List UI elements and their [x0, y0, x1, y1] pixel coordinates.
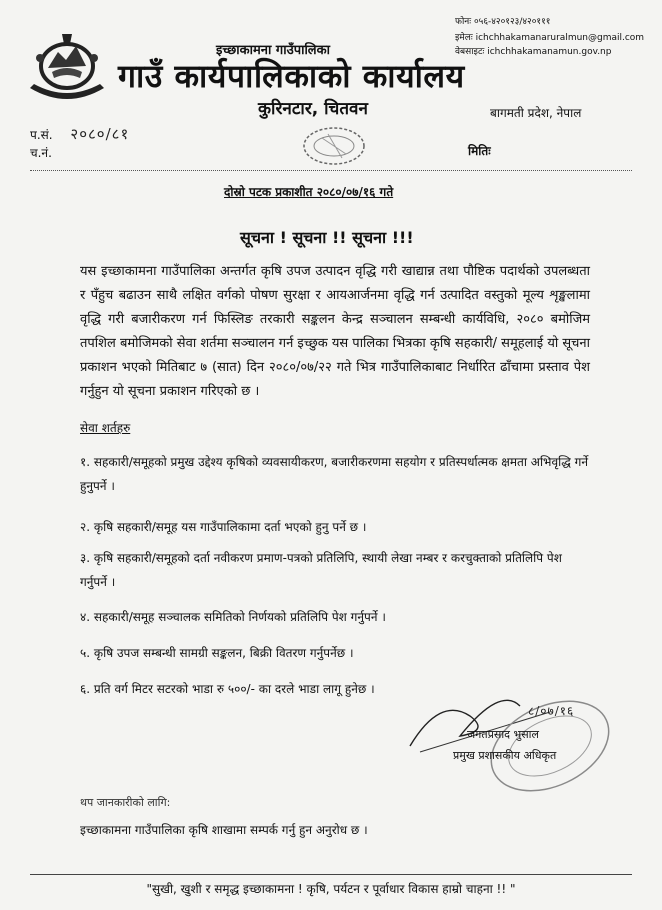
- condition-item: ५. कृषि उपज सम्बन्धी सामग्री सङ्कलन, बिक्री वितरण गर्नुपर्नेछ ।: [80, 646, 354, 660]
- office-location: कुरिनटार, चितवन: [258, 99, 368, 119]
- publication-line: दोस्रो पटक प्रकाशीत २०८०/०७/१६ गते: [224, 185, 394, 199]
- phone-value: ०५६-४२०१२३/४२०१११: [473, 17, 551, 27]
- website-line: [455, 44, 611, 57]
- contact-label: थप जानकारीको लागि:: [80, 796, 171, 809]
- office-stamp: [298, 124, 370, 168]
- signature-date: ८/०७/१६: [528, 704, 575, 718]
- phone-label: फोनः: [455, 17, 472, 27]
- ps-line: [30, 124, 129, 144]
- signatory-name: जगतप्रसाद भुसाल: [467, 728, 539, 741]
- signatory-title: प्रमुख प्रशासकीय अधिकृत: [453, 749, 557, 762]
- website-label: वेबसाइटः: [455, 47, 485, 57]
- email-value: ichchhakamanaruralmun@gmail.com: [475, 33, 645, 43]
- condition-item: ४. सहकारी/समूह सञ्चालक समितिको निर्णयको प्रतिलिपि पेश गर्नुपर्ने ।: [80, 610, 386, 624]
- ps-value: २०८०/८१: [70, 125, 130, 143]
- website-value: ichchhakamanamun.gov.np: [487, 47, 612, 57]
- header-divider: [30, 170, 632, 171]
- email-line: [455, 30, 644, 43]
- contact-text: इच्छाकामना गाउँपालिका कृषि शाखामा सम्पर्क गर्नु हुन अनुरोध छ ।: [80, 823, 368, 837]
- notice-title: सूचना ! सूचना !! सूचना !!!: [240, 228, 414, 247]
- condition-item: २. कृषि सहकारी/समूह यस गाउँपालिकामा दर्ता भएको हुनु पर्ने छ ।: [80, 520, 367, 534]
- office-title: गाउँ कार्यपालिकाको कार्यालय: [118, 57, 465, 95]
- cn-label: च.नं.: [30, 146, 52, 160]
- notice-body: यस इच्छाकामना गाउँपालिका अन्तर्गत कृषि उपज उत्पादन वृद्धि गरी खाद्यान्न तथा पौष्टिक पदार्थको उपलब्धता र पँहुच बढाउन साथै लक्षित वर्गको पोषण सुरक्षा र आयआर्जनमा वृद्धि गर्न उत्पादित वस्तुको मूल्य शृङ्खलामा वृद्धि गरी बजारीकरण गर्न फिस्लिङ तरकारी सङ्कलन केन्द्र सञ्चालन सम्बन्धी कार्यविधि, २०८० बमोजिम तपशिल बमोजिमको सेवा शर्तमा सञ्चालन गर्न इच्छुक यस पालिका भित्रका कृषि सहकारी/ समूहलाई यो सूचना प्रकाशन भएको मितिबाट ७ (सात) दिन २०८०/०७/२२ गते भित्र गाउँपालिकाबाट निर्धारित ढाँचामा प्रस्ताव पेश गर्नुहुन यो सूचना प्रकाशन गरिएको छ ।: [80, 264, 590, 399]
- ps-label: प.सं.: [30, 128, 53, 142]
- office-subtitle: इच्छाकामना गाउँपालिका: [216, 43, 330, 58]
- phone-line: [455, 14, 550, 27]
- date-label: मितिः: [468, 144, 491, 158]
- footer-slogan: "सुखी, खुशी र समृद्ध इच्छाकामना ! कृषि, पर्यटन र पूर्वाधार विकास हाम्रो चाहना !! ": [146, 882, 516, 896]
- condition-item: ६. प्रति वर्ग मिटर सटरको भाडा रु ५००/- का दरले भाडा लागू हुनेछ ।: [80, 682, 375, 696]
- condition-item: ३. कृषि सहकारी/समूहको दर्ता नवीकरण प्रमाण-पत्रको प्रतिलिपि, स्थायी लेखा नम्बर र करचुक्ताको प्रतिलिपि पेश गर्नुपर्ने ।: [80, 551, 562, 589]
- conditions-heading: सेवा शर्तहरु: [80, 421, 131, 435]
- province-text: बागमती प्रदेश, नेपाल: [490, 106, 582, 120]
- nepal-emblem-logo: [26, 28, 108, 110]
- condition-item: १. सहकारी/समूहको प्रमुख उद्देश्य कृषिको व्यवसायीकरण, बजारीकरणमा सहयोग र प्रतिस्पर्धात्मक क्षमता अभिवृद्धि गर्ने हुनुपर्ने ।: [80, 455, 589, 493]
- email-label: इमेलः: [455, 33, 473, 43]
- footer-divider: [30, 874, 632, 875]
